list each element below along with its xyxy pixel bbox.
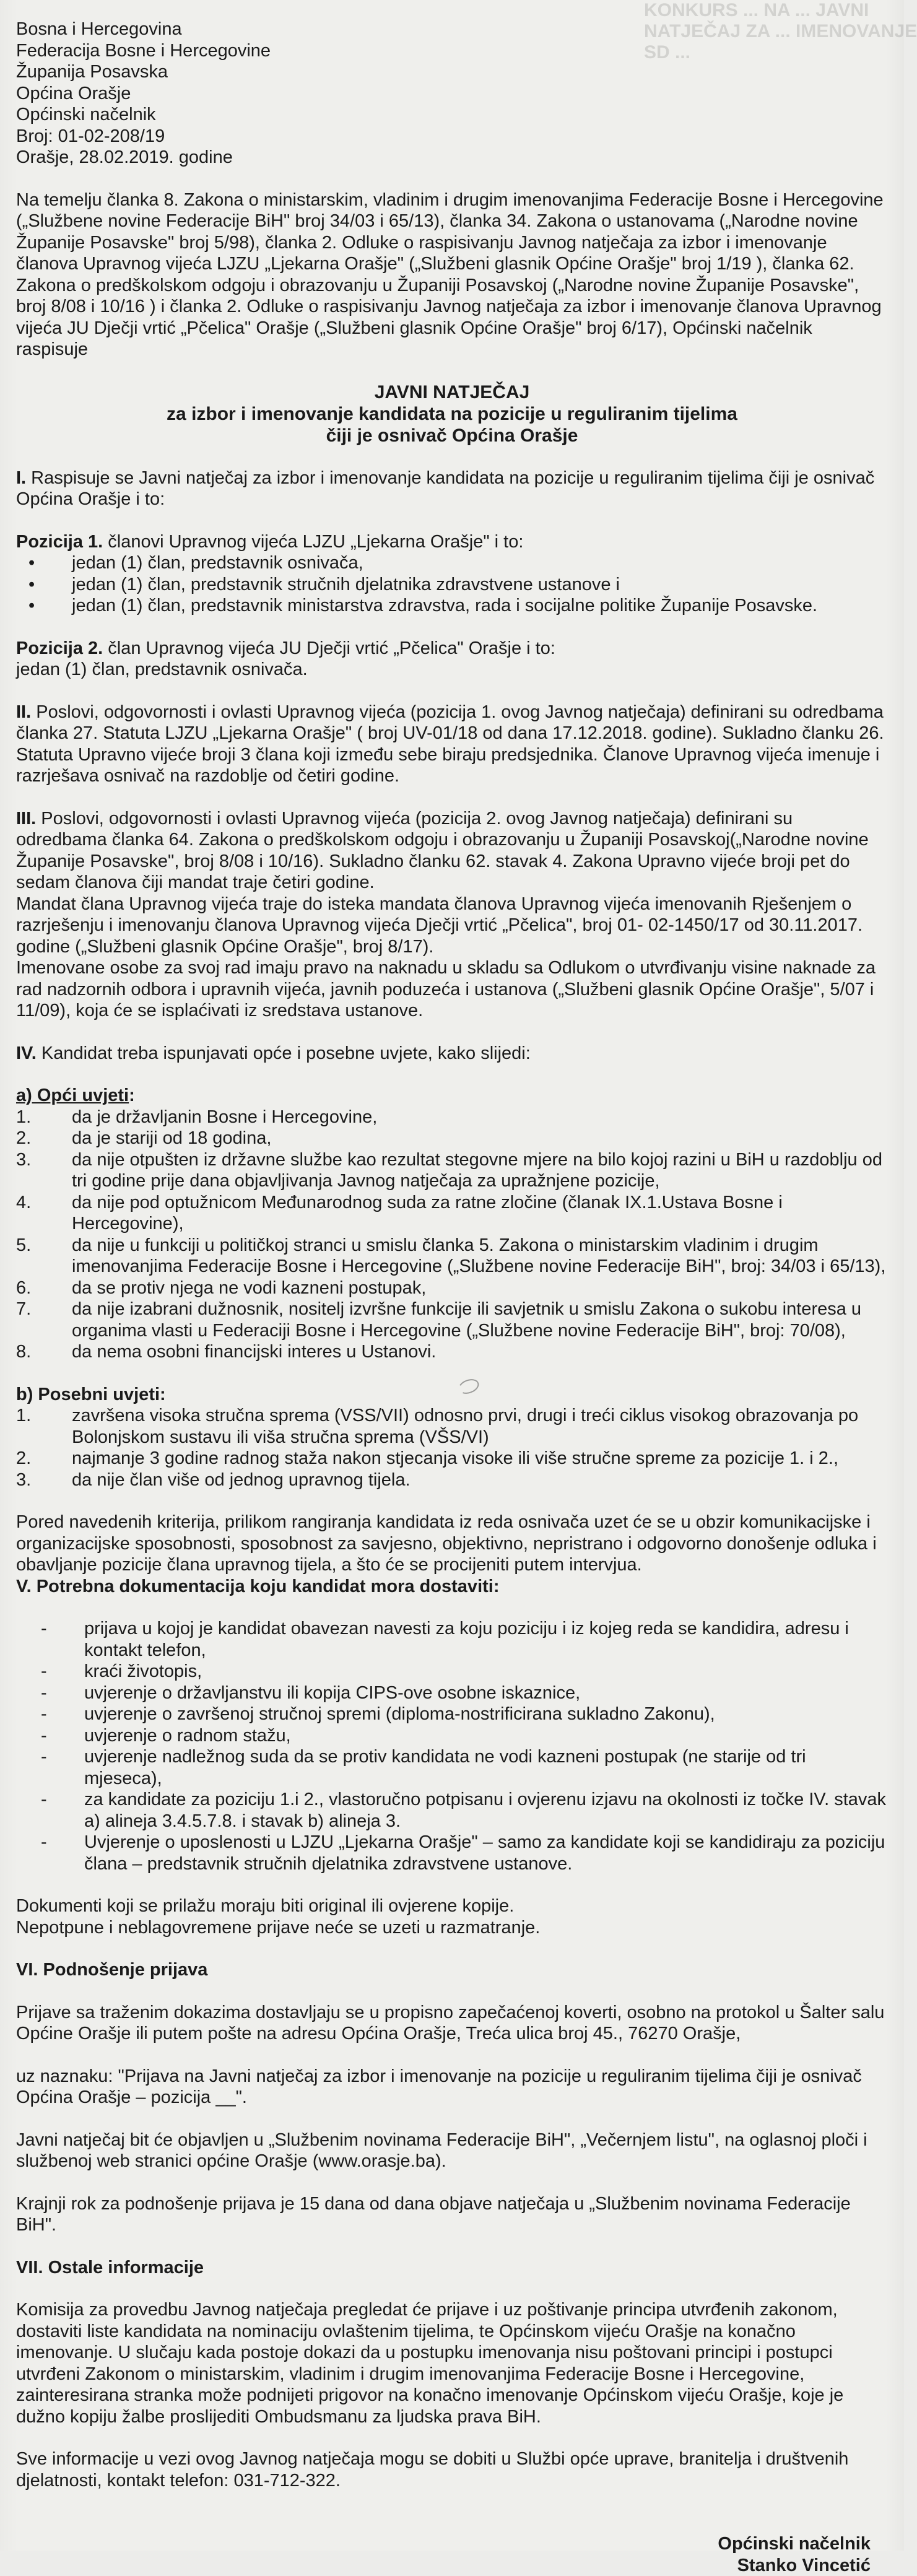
position-1 — [16, 531, 888, 553]
list-item: • jedan (1) član, predstavnik ministarstva zdravstva, rada i socijalne politike Županije Posavske. — [16, 595, 888, 617]
header-line-federation: Federacija Bosne i Hercegovine — [16, 40, 888, 62]
commission-info: Komisija za provedbu Javnog natječaja pregledat će prijave i uz poštivanje principa utvrđenih zakonom, dostaviti liste kandidata na nominaciju ovlaštenim tijelima, te Općinskom vijeću Orašje na konačno imenovanje. U slučaju kada postoje dokazi da u postupku imenovanja nisu poštovani principi i postupci utvrđeni Zakonom o ministarskim, vladinim i drugim imenovanjima Federacije Bosne i Hercegovine, zainteresirana stranka može podnijeti prigovor na konačno imenovanje Općinskom vijeću Orašje, koje je dužno kopiju žalbe proslijediti Ombudsmanu za ljudska prava BiH. — [16, 2299, 888, 2427]
header-line-office: Općinski načelnik — [16, 104, 888, 126]
section-3-mandate: Mandat člana Upravnog vijeća traje do isteka mandata članova Upravnog vijeća imenovanih Rješenjem o razrješenju i imenovanju članova Upravnog vijeća Dječji vrtić „Pčelica", broj 01- 02-1450/17 od 30.11.2017. godine („Službeni glasnik Općine Orašje", broj 8/17). — [16, 894, 888, 958]
section-2-text: Poslovi, odgovornosti i ovlasti Upravnog vijeća (pozicija 1. ovog Javnog natječaja) definirani su odredbama članka 27. Statuta LJZU „Ljekarna Orašje" ( broj UV-01/18 od dana 17.12.2018. godine). Sukladno članku 26. Statuta Upravno vijeće broji 3 člana koji između sebe biraju predsjednika. Članove Upravnog vijeća imenuje i razrješava osnivač na razdoblje od četiri godine. — [16, 702, 884, 786]
list-item: 3. da nije član više od jednog upravnog tijela. — [16, 1469, 888, 1491]
section-1 — [16, 468, 888, 510]
signature-role: Općinski načelnik — [16, 2533, 888, 2555]
list-item: - za kandidate za poziciju 1.i 2., vlastoručno potpisanu i ovjerenu izjavu na okolnosti iz točke IV. stavak a) alineja 3.4.5.7.8. i stavak b) alineja 3. — [16, 1789, 888, 1832]
position-2-label: Pozicija 2. — [16, 638, 103, 658]
list-item: 3. da nije otpušten iz državne službe kao rezultat stegovne mjere na bilo kojoj razini u BiH u razdoblju od tri godine prije dana objavljivanja Javnog natječaja za upražnjene pozicije, — [16, 1149, 888, 1192]
section-2-heading: II. — [16, 702, 31, 722]
preamble: Na temelju članka 8. Zakona o ministarskim, vladinim i drugim imenovanjima Federacije Bosne i Hercegovine („Službene novine Federacije BiH" broj 34/03 i 65/13), članka 34. Zakona o ustanovama („Narodne novine Županije Posavske" broj 5/98), članka 2. Odluke o raspisivanju Javnog natječaja za izbor i imenovanje članova Upravnog vijeća LJZU „Ljekarna Orašje" („Službeni glasnik Općine Orašje" broj 1/19 ), članka 62. Zakona o predškolskom odgoju i obrazovanju u Županiji Posavskoj („Narodne novine Županije Posavske", broj 8/08 i 10/16 ) i članka 2. Odluke o raspisivanju Javnog natječaja za izbor i imenovanje članova Upravnog vijeća JU Dječji vrtić „Pčelica" Orašje („Službeni glasnik Općine Orašje" broj 6/17), Općinski načelnik raspisuje — [16, 189, 888, 360]
header-line-canton: Županija Posavska — [16, 61, 888, 83]
notice-subtitle-2: čiji je osnivač Općina Orašje — [16, 425, 888, 446]
incomplete-note: Nepotpune i neblagovremene prijave neće se uzeti u razmatranje. — [16, 1917, 888, 1939]
list-item: - uvjerenje o državljanstvu ili kopija CIPS-ove osobne iskaznice, — [16, 1682, 888, 1704]
section-1-heading: I. — [16, 468, 26, 488]
submission-marking: uz naznaku: "Prijava na Javni natječaj za izbor i imenovanje na pozicije u reguliranim tijelima čiji je osnivač Općina Orašje – pozicija __". — [16, 2066, 888, 2108]
list-item: - uvjerenje nadležnog suda da se protiv kandidata ne vodi kazneni postupak (ne starije od tri mjeseca), — [16, 1746, 888, 1789]
general-conditions-list — [16, 1107, 888, 1363]
list-item: 7. da nije izabrani dužnosnik, nositelj izvršne funkcije ili savjetnik u smislu Zakona o sukobu interesa u organima vlasti u Federaciji Bosne i Hercegovine („Službene novine Federacije BiH", broj: 70/08), — [16, 1299, 888, 1341]
position-2-text: član Upravnog vijeća JU Dječji vrtić „Pčelica" Orašje i to: — [103, 638, 555, 658]
deadline-info: Krajnji rok za podnošenje prijava je 15 dana od dana objave natječaja u „Službenim novinama Federacije BiH". — [16, 2193, 888, 2236]
section-4-heading: IV. — [16, 1043, 37, 1063]
section-5-heading: V. Potrebna dokumentacija koju kandidat mora dostaviti: — [16, 1576, 888, 1598]
documentation-list — [16, 1618, 888, 1874]
list-item: 1. da je državljanin Bosne i Hercegovine, — [16, 1107, 888, 1128]
section-7-heading: VII. Ostale informacije — [16, 2257, 888, 2279]
submission-address: Prijave sa traženim dokazima dostavljaju se u propisno zapečaćenoj koverti, osobno na protokol u Šalter salu Općine Orašje ili putem pošte na adresu Općina Orašje, Treća ulica broj 45., 76270 Orašje, — [16, 2002, 888, 2045]
section-3-compensation: Imenovane osobe za svoj rad imaju pravo na naknadu u skladu sa Odlukom o utvrđivanju visine naknade za rad nadzornih odbora i upravnih vijeća, javnih poduzeća i ustanova („Službeni glasnik Općine Orašje", 5/07 i 11/09), koja će se isplaćivati iz sredstava ustanove. — [16, 957, 888, 1022]
list-item: 2. najmanje 3 godine radnog staža nakon stjecanja visoke ili više stručne spreme za pozicije 1. i 2., — [16, 1448, 888, 1469]
list-item: 8. da nema osobni financijski interes u Ustanovi. — [16, 1341, 888, 1363]
documents-note: Dokumenti koji se prilažu moraju biti original ili ovjerene kopije. — [16, 1895, 888, 1917]
list-item: - uvjerenje o radnom stažu, — [16, 1725, 888, 1747]
header-line-date: Orašje, 28.02.2019. godine — [16, 147, 888, 168]
list-item: - Uvjerenje o uposlenosti u LJZU „Ljekarna Orašje" – samo za kandidate koji se kandidiraju za poziciju člana – predstavnik stručnih djelatnika zdravstvene ustanove. — [16, 1832, 888, 1874]
section-4-text: Kandidat treba ispunjavati opće i posebne uvjete, kako slijedi: — [37, 1043, 531, 1063]
position-2 — [16, 638, 888, 659]
special-conditions-heading: b) Posebni uvjeti: — [16, 1384, 888, 1406]
contact-info: Sve informacije u vezi ovog Javnog natječaja mogu se dobiti u Službi opće uprave, branitelja i društvenih djelatnosti, kontakt telefon: 031-712-322. — [16, 2448, 888, 2491]
list-item: - prijava u kojoj je kandidat obavezan navesti za koju poziciju i iz kojeg reda se kandidira, adresu i kontakt telefon, — [16, 1618, 888, 1661]
list-item: • jedan (1) član, predstavnik stručnih djelatnika zdravstvene ustanove i — [16, 574, 888, 596]
list-item: - uvjerenje o završenoj stručnoj spremi (diploma-nostrificirana sukladno Zakonu), — [16, 1704, 888, 1725]
publication-info: Javni natječaj bit će objavljen u „Službenim novinama Federacije BiH", „Večernjem listu", na oglasnoj ploči i službenoj web stranici općine Orašje (www.orasje.ba). — [16, 2130, 888, 2172]
list-item: 2. da je stariji od 18 godina, — [16, 1128, 888, 1149]
section-3 — [16, 808, 888, 894]
special-conditions-list — [16, 1405, 888, 1490]
section-6-heading: VI. Podnošenje prijava — [16, 1959, 888, 1981]
list-item: - kraći životopis, — [16, 1661, 888, 1682]
section-2 — [16, 702, 888, 787]
bleed-through-text: KONKURS ... NA ... JAVNI NATJEČAJ ZA ... IMENOVANJE SD ... — [644, 0, 904, 74]
ranking-criteria: Pored navedenih kriterija, prilikom rangiranja kandidata iz reda osnivača uzet će se u obzir komunikacijske i organizacijske sposobnosti, sposobnost za savjesno, objektivno, nepristrano i odgovorno donošenje odluka i obavljanje pozicije člana upravnog tijela, a što će se procijeniti putem intervjua. — [16, 1512, 888, 1576]
notice-subtitle-1: za izbor i imenovanje kandidata na pozicije u reguliranim tijelima — [16, 403, 888, 425]
section-3-text: Poslovi, odgovornosti i ovlasti Upravnog vijeća (pozicija 2. ovog Javnog natječaja) definirani su odredbama članka 64. Zakona o predškolskom odgoju i obrazovanju u Županiji Posavskoj(„Narodne novine Županije Posavske", broj 8/08 i 10/16). Sukladno članku 62. stavak 4. Zakona Upravno vijeće broji pet do sedam članova čiji mandat traje četiri godine. — [16, 809, 869, 893]
header-line-municipality: Općina Orašje — [16, 83, 888, 105]
section-3-heading: III. — [16, 809, 36, 829]
position-1-members — [16, 552, 888, 617]
general-conditions-heading: a) Opći uvjeti: — [16, 1085, 888, 1107]
signature-name: Stanko Vincetić — [16, 2555, 888, 2576]
position-1-label: Pozicija 1. — [16, 532, 103, 552]
list-item: 6. da se protiv njega ne vodi kazneni postupak, — [16, 1277, 888, 1299]
notice-title: JAVNI NATJEČAJ — [16, 381, 888, 403]
list-item: 1. završena visoka stručna sprema (VSS/VII) odnosno prvi, drugi i treći ciklus visokog obrazovanja po Bolonjskom sustavu ili viša stručna sprema (VŠS/VI) — [16, 1405, 888, 1448]
list-item: 4. da nije pod optužnicom Međunarodnog suda za ratne zločine (članak IX.1.Ustava Bosne i Hercegovine), — [16, 1192, 888, 1235]
position-2-member: jedan (1) član, predstavnik osnivača. — [16, 659, 888, 681]
header-line-country: Bosna i Hercegovina — [16, 19, 888, 40]
list-item: 5. da nije u funkciji u političkoj stranci u smislu članka 5. Zakona o ministarskim vladinim i drugim imenovanjima Federacije Bosne i Hercegovine („Službene novine Federacije BiH", broj: 34/03 i 65/13), — [16, 1235, 888, 1277]
list-item: • jedan (1) član, predstavnik osnivača, — [16, 552, 888, 574]
position-1-text: članovi Upravnog vijeća LJZU „Ljekarna Orašje" i to: — [103, 532, 523, 552]
section-1-text: Raspisuje se Javni natječaj za izbor i imenovanje kandidata na pozicije u reguliranim tijelima čiji je osnivač Općina Orašje i to: — [16, 468, 874, 510]
section-4 — [16, 1043, 888, 1064]
header-line-number: Broj: 01-02-208/19 — [16, 126, 888, 147]
